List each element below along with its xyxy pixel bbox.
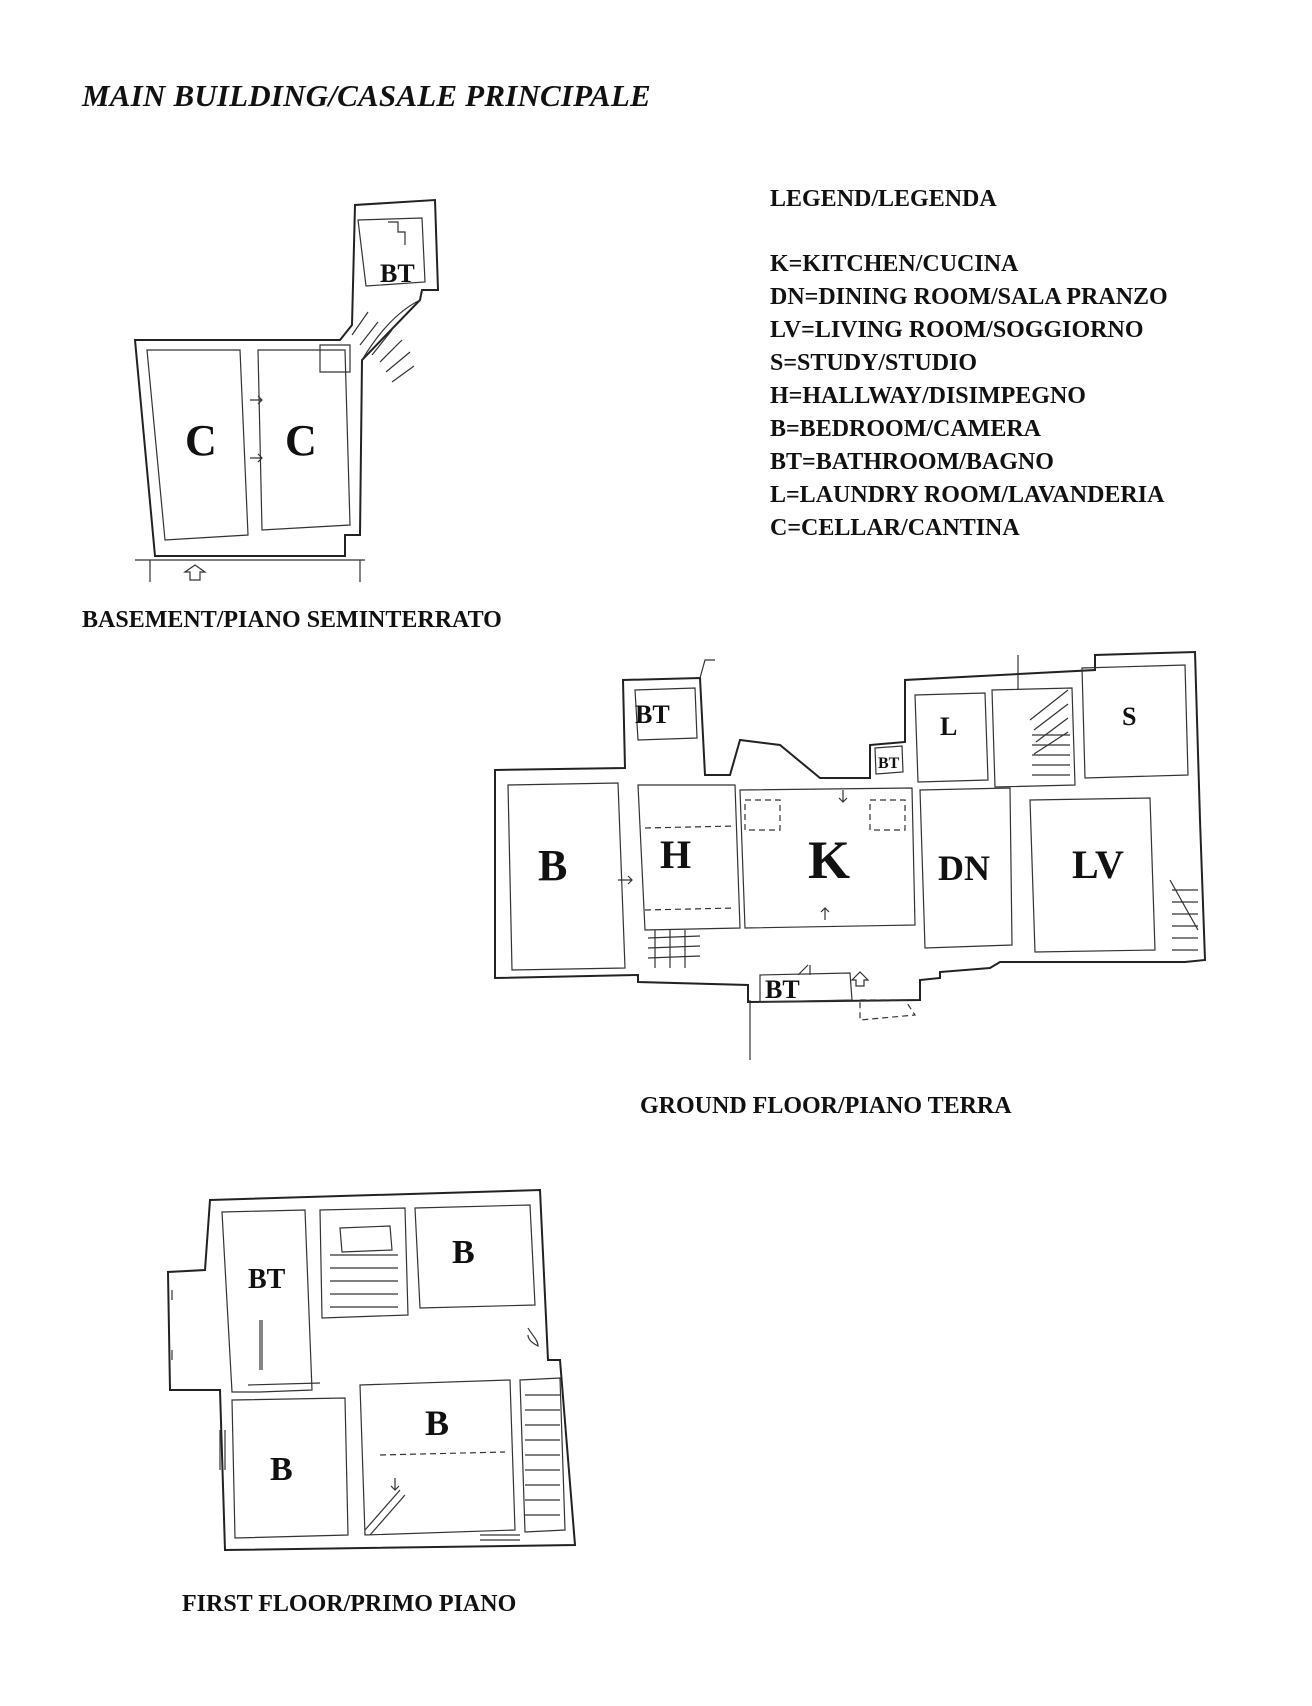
first-room-bedroom-middle: B — [425, 1403, 450, 1443]
first-room-bt: BT — [248, 1264, 286, 1295]
first-floor-caption: FIRST FLOOR/PRIMO PIANO — [182, 1591, 517, 1617]
legend-item-living: LV=LIVING ROOM/SOGGIORNO — [770, 317, 1144, 343]
ground-room-bt-small: BT — [878, 755, 900, 772]
legend-item-hallway: H=HALLWAY/DISIMPEGNO — [770, 383, 1086, 409]
ground-room-laundry: L — [940, 712, 958, 741]
page-title: MAIN BUILDING/CASALE PRINCIPALE — [82, 78, 651, 113]
legend-item-cellar: C=CELLAR/CANTINA — [770, 515, 1020, 541]
ground-room-kitchen: K — [808, 830, 851, 890]
first-room-bedroom-top: B — [452, 1234, 475, 1271]
ground-room-bt-top: BT — [635, 700, 670, 729]
basement-plan — [135, 200, 438, 582]
ground-room-hallway: H — [660, 832, 692, 877]
ground-room-dining: DN — [938, 848, 990, 888]
ground-floor-caption: GROUND FLOOR/PIANO TERRA — [640, 1093, 1012, 1119]
first-floor-plan — [168, 1190, 575, 1550]
legend-item-laundry: L=LAUNDRY ROOM/LAVANDERIA — [770, 482, 1165, 508]
ground-room-bt-bottom: BT — [765, 975, 800, 1004]
legend-heading: LEGEND/LEGENDA — [770, 186, 997, 212]
basement-room-c-left: C — [185, 416, 217, 465]
ground-room-bedroom: B — [538, 841, 568, 890]
legend-item-kitchen: K=KITCHEN/CUCINA — [770, 251, 1019, 277]
legend-item-bathroom: BT=BATHROOM/BAGNO — [770, 449, 1054, 475]
ground-floor-plan — [495, 652, 1205, 1060]
first-room-bedroom-bottom: B — [270, 1451, 293, 1488]
legend-item-bedroom: B=BEDROOM/CAMERA — [770, 416, 1042, 442]
legend-item-dining: DN=DINING ROOM/SALA PRANZO — [770, 284, 1168, 310]
basement-room-c-right: C — [285, 416, 317, 465]
basement-caption: BASEMENT/PIANO SEMINTERRATO — [82, 607, 502, 633]
ground-room-living: LV — [1072, 842, 1124, 887]
basement-room-bt: BT — [380, 259, 415, 288]
legend-item-study: S=STUDY/STUDIO — [770, 350, 978, 376]
ground-room-study: S — [1122, 702, 1137, 731]
